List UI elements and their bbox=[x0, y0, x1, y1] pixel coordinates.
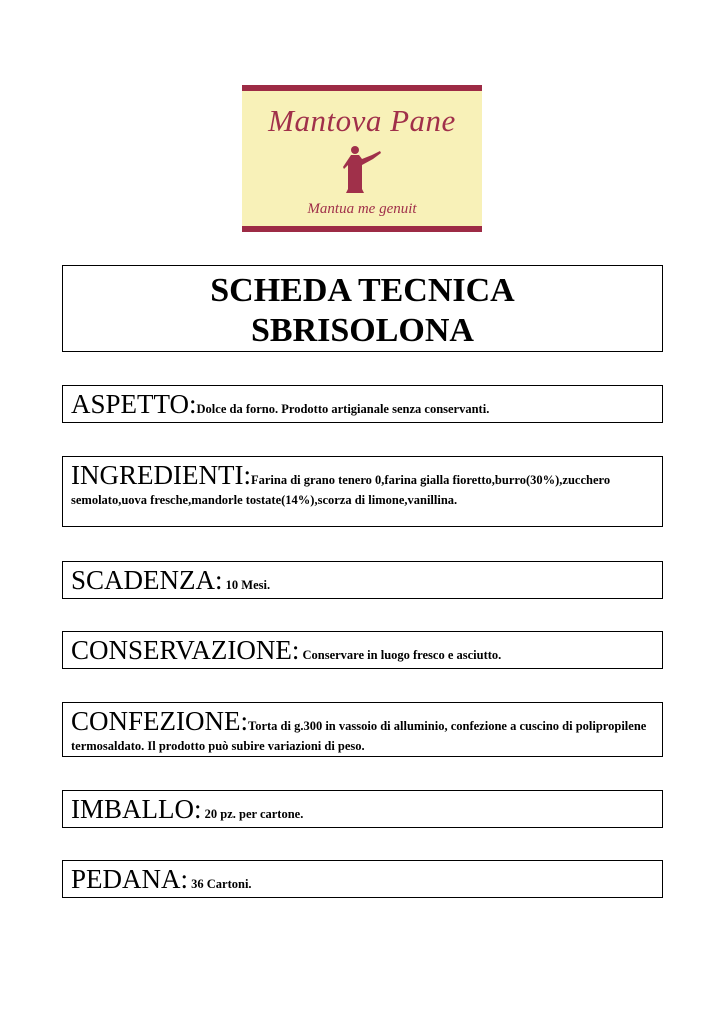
field-label: CONFEZIONE: bbox=[71, 706, 248, 736]
field-label: PEDANA: bbox=[71, 864, 189, 894]
field-label: IMBALLO: bbox=[71, 794, 202, 824]
field-ingredienti bbox=[62, 456, 663, 527]
field-conservazione bbox=[62, 631, 663, 669]
field-label: ASPETTO: bbox=[71, 389, 197, 419]
field-imballo bbox=[62, 790, 663, 828]
field-value: Torta di g.300 in vassoio di alluminio, confezione a cuscino di polipropilene termosaldato. Il prodotto può subire variazioni di peso. bbox=[71, 719, 647, 753]
brand-logo bbox=[242, 85, 482, 232]
field-label: CONSERVAZIONE: bbox=[71, 635, 300, 665]
field-value: 20 pz. per cartone. bbox=[204, 807, 304, 821]
logo-motto: Mantua me genuit bbox=[307, 201, 417, 217]
field-aspetto bbox=[62, 385, 663, 423]
field-value: Conservare in luogo fresco e asciutto. bbox=[302, 648, 502, 662]
document-title bbox=[62, 265, 663, 352]
field-scadenza bbox=[62, 561, 663, 599]
field-label: SCADENZA: bbox=[71, 565, 223, 595]
field-value: 10 Mesi. bbox=[225, 578, 271, 592]
field-label: INGREDIENTI: bbox=[71, 460, 251, 490]
field-value: 36 Cartoni. bbox=[191, 877, 252, 891]
field-value: Dolce da forno. Prodotto artigianale senza conservanti. bbox=[196, 402, 490, 416]
field-confezione bbox=[62, 702, 663, 757]
field-pedana bbox=[62, 860, 663, 898]
title-line-2: SBRISOLONA bbox=[251, 312, 474, 349]
title-line-1: SCHEDA TECNICA bbox=[210, 272, 515, 309]
logo-brand-name: Mantova Pane bbox=[268, 103, 456, 138]
statue-figure-icon bbox=[340, 143, 388, 195]
field-value: Farina di grano tenero 0,farina gialla fioretto,burro(30%),zucchero semolato,uova fresche,mandorle tostate(14%),scorza di limone,vanillina. bbox=[71, 473, 611, 507]
